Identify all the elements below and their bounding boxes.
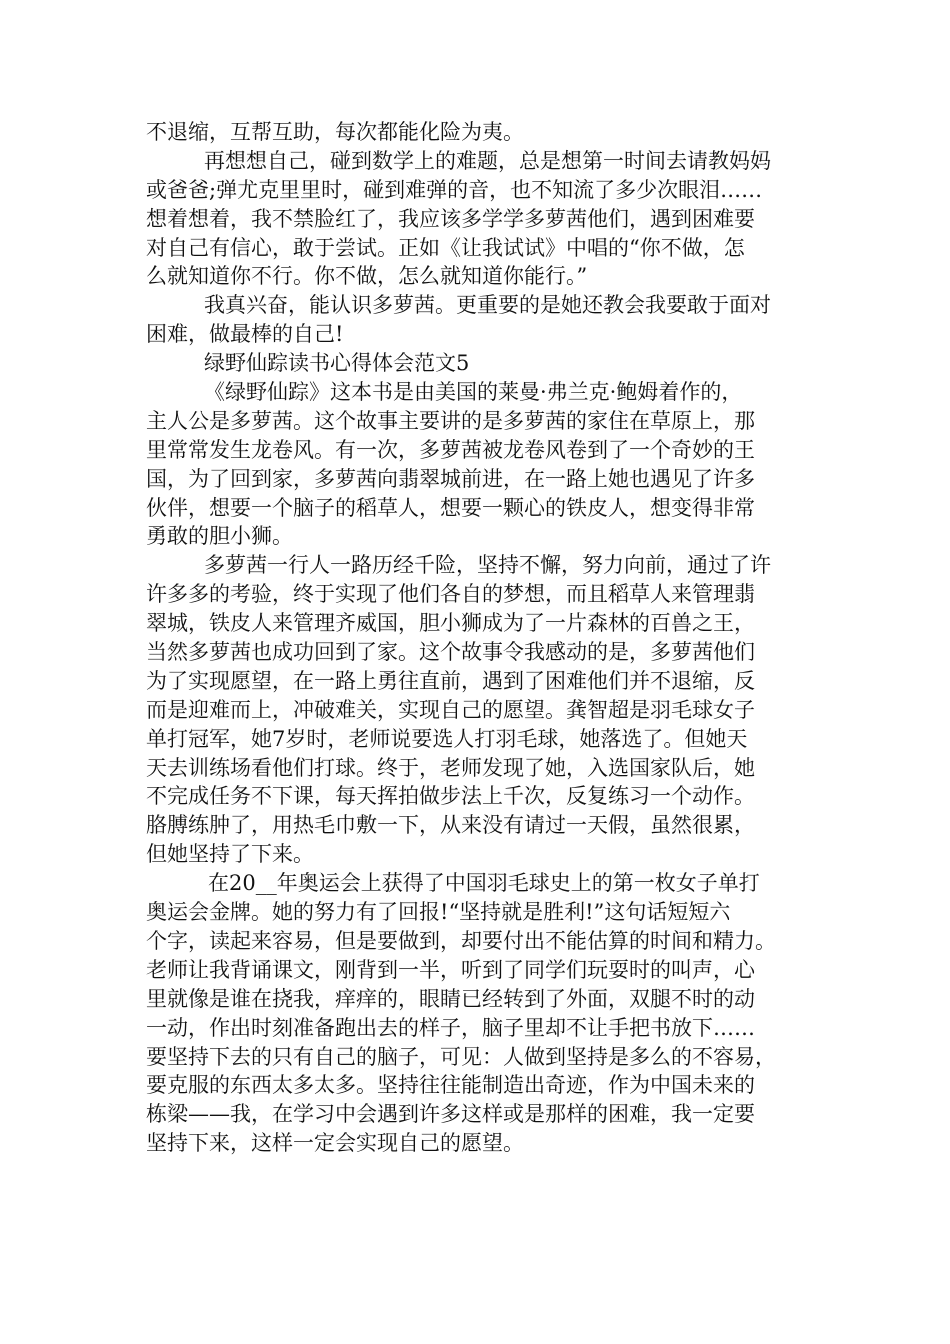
paragraph-0 <box>146 118 812 147</box>
text-line: 或爸爸;弹尤克里里时，碰到难弹的音，也不知流了多少次眼泪…… <box>146 177 763 202</box>
text-line: 不完成任务不下课，每天挥拍做步法上千次，反复练习一个动作。 <box>146 784 755 809</box>
paragraph-2 <box>146 291 812 349</box>
text-line: 里就像是谁在挠我，痒痒的，眼睛已经转到了外面，双腿不时的动 <box>146 986 755 1011</box>
text-line: 单打冠军，她7岁时，老师说要选人打羽毛球，她落选了。但她天 <box>146 726 748 751</box>
section-heading: 绿野仙踪读书心得体会范文5 <box>204 351 470 376</box>
text-line: 在20__年奥运会上获得了中国羽毛球史上的第一枚女子单打 <box>208 871 760 896</box>
text-line: 胳膊练肿了，用热毛巾敷一下，从来没有请过一天假，虽然很累， <box>146 813 755 838</box>
text-line: 为了实现愿望，在一路上勇往直前，遇到了困难他们并不退缩，反 <box>146 668 755 693</box>
text-line: 我真兴奋，能认识多萝茜。更重要的是她还教会我要敢于面对 <box>204 293 771 318</box>
text-line: 但她坚持了下来。 <box>146 842 314 867</box>
text-line: 要克服的东西太多太多。坚持往往能制造出奇迹，作为中国未来的 <box>146 1073 755 1098</box>
text-line: 而是迎难而上，冲破难关，实现自己的愿望。龚智超是羽毛球女子 <box>146 697 755 722</box>
text-line: 个字，读起来容易，但是要做到，却要付出不能估算的时间和精力。 <box>146 928 776 953</box>
text-line: 主人公是多萝茜。这个故事主要讲的是多萝茜的家住在草原上，那 <box>146 408 755 433</box>
text-line: 伙伴，想要一个脑子的稻草人，想要一颗心的铁皮人，想变得非常 <box>146 495 755 520</box>
text-line: 想着想着，我不禁脸红了，我应该多学学多萝茜他们，遇到困难要 <box>146 206 755 231</box>
text-line: 勇敢的胆小狮。 <box>146 524 293 549</box>
document-body <box>146 118 812 1158</box>
text-line: 多萝茜一行人一路历经千险，坚持不懈，努力向前，通过了许 <box>204 553 771 578</box>
text-line: 么就知道你不行。你不做，怎么就知道你能行。” <box>146 264 588 289</box>
text-line: 要坚持下去的只有自己的脑子，可见：人做到坚持是多么的不容易， <box>146 1044 776 1069</box>
text-line: 天去训练场看他们打球。终于，老师发现了她，入选国家队后，她 <box>146 755 755 780</box>
text-line: 困难，做最棒的自己! <box>146 322 344 347</box>
text-line: 当然多萝茜也成功回到了家。这个故事令我感动的是，多萝茜他们 <box>146 640 755 665</box>
text-line: 一动，作出时刻准备跑出去的样子，脑子里却不让手把书放下…… <box>146 1015 755 1040</box>
text-line: 里常常发生龙卷风。有一次，多萝茜被龙卷风卷到了一个奇妙的王 <box>146 437 755 462</box>
text-line: 老师让我背诵课文，刚背到一半，听到了同学们玩耍时的叫声，心 <box>146 957 755 982</box>
text-line: 栋梁——我，在学习中会遇到许多这样或是那样的困难，我一定要 <box>146 1102 755 1127</box>
text-line: 翠城，铁皮人来管理齐威国，胆小狮成为了一片森林的百兽之王， <box>146 611 755 636</box>
paragraph-1 <box>146 147 812 291</box>
text-line: 《绿野仙踪》这本书是由美国的莱曼·弗兰克·鲍姆着作的， <box>204 380 743 405</box>
text-line: 国，为了回到家，多萝茜向翡翠城前进，在一路上她也遇见了许多 <box>146 466 755 491</box>
paragraph-3 <box>146 378 812 551</box>
text-line: 坚持下来，这样一定会实现自己的愿望。 <box>146 1131 524 1156</box>
text-line: 不退缩，互帮互助，每次都能化险为夷。 <box>146 120 524 144</box>
paragraph-4 <box>146 551 812 869</box>
paragraph-5 <box>146 869 812 1158</box>
text-line: 对自己有信心，敢于尝试。正如《让我试试》中唱的“你不做，怎 <box>146 235 745 260</box>
text-line: 许多多的考验，终于实现了他们各自的梦想，而且稻草人来管理翡 <box>146 582 755 607</box>
text-line: 奥运会金牌。她的努力有了回报!“坚持就是胜利!”这句话短短六 <box>146 900 731 925</box>
text-line: 再想想自己，碰到数学上的难题，总是想第一时间去请教妈妈 <box>204 148 771 173</box>
